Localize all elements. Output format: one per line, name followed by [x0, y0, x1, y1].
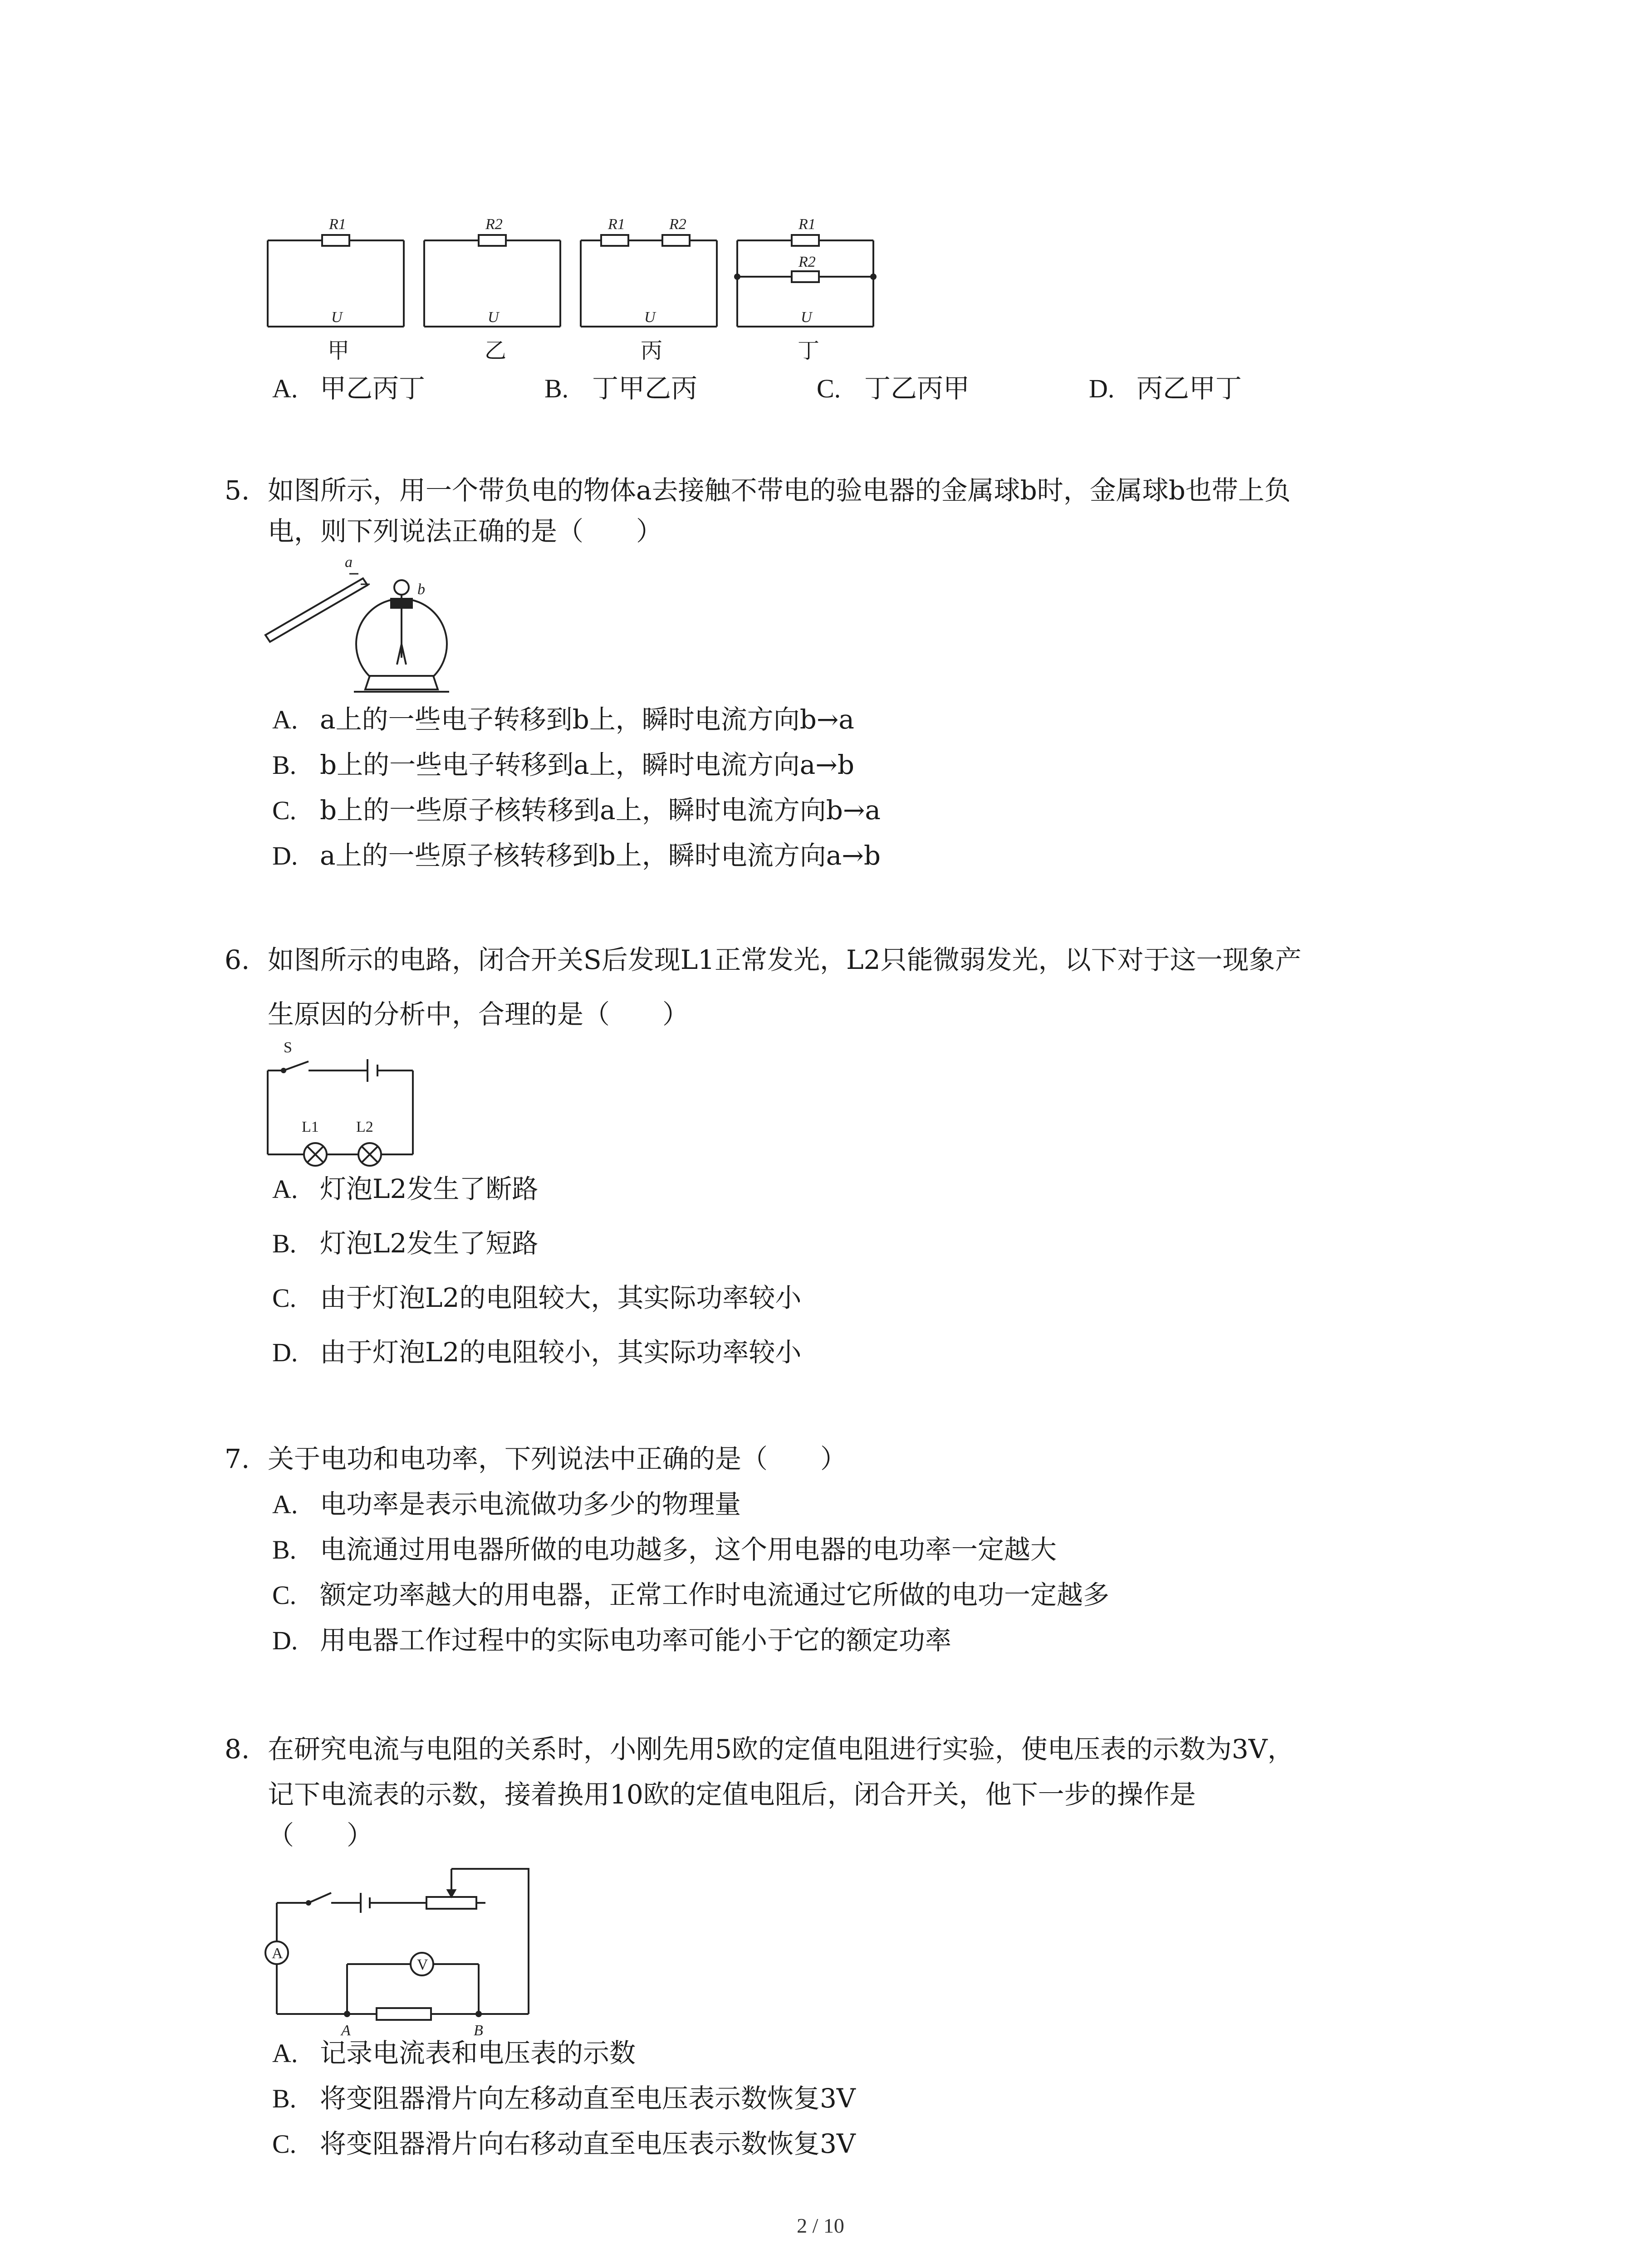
q5-ball-label: b — [417, 581, 425, 598]
q5-rod-label: a — [345, 554, 353, 571]
q7-option-a[interactable]: A. 电功率是表示电流做功多少的物理量 — [272, 1489, 741, 1520]
q8-ammeter-label: A — [272, 1945, 283, 1962]
q8-point-a-label: A — [341, 2022, 351, 2039]
q6-option-d[interactable]: D. 由于灯泡L2的电阻较小，其实际功率较小 — [272, 1337, 802, 1368]
q7-option-b[interactable]: B. 电流通过用电器所做的电功越多，这个用电器的电功率一定越大 — [272, 1534, 1057, 1565]
q6-stem-line2: 生原因的分析中，合理的是（ ） — [268, 999, 689, 1030]
q4-caption: 丙 — [641, 338, 663, 363]
q4-circuits-figure — [254, 213, 907, 336]
q6-option-c[interactable]: C. 由于灯泡L2的电阻较大，其实际功率较小 — [272, 1282, 802, 1313]
q6-option-a[interactable]: A. 灯泡L2发生了断路 — [272, 1173, 539, 1204]
q4-caption: 甲 — [328, 338, 350, 363]
q4-option-c[interactable]: C. 丁乙丙甲 — [817, 373, 970, 404]
q7-stem: 7. 关于电功和电功率，下列说法中正确的是（ ） — [225, 1443, 847, 1474]
q8-option-b[interactable]: B. 将变阻器滑片向左移动直至电压表示数恢复3V — [272, 2083, 856, 2114]
q4-u-label: U — [331, 309, 343, 326]
q4-r-label: R1 — [329, 216, 346, 233]
q4-option-b[interactable]: B. 丁甲乙丙 — [544, 373, 698, 404]
q7-option-c[interactable]: C. 额定功率越大的用电器，正常工作时电流通过它所做的电功一定越多 — [272, 1579, 1110, 1610]
q5-stem-line1: 5. 如图所示，用一个带负电的物体a去接触不带电的验电器的金属球b时，金属球b也带上负 — [225, 475, 1291, 506]
q8-point-b-label: B — [474, 2022, 483, 2039]
q6-lamp1-label: L1 — [302, 1119, 319, 1135]
q4-option-a[interactable]: A. 甲乙丙丁 — [272, 373, 426, 404]
q6-switch-label: S — [284, 1039, 292, 1056]
q5-option-b[interactable]: B. b上的一些电子转移到a上，瞬时电流方向a→b — [272, 749, 855, 780]
q8-circuit-figure — [259, 1857, 540, 2039]
q6-stem-line1: 6. 如图所示的电路，闭合开关S后发现L1正常发光，L2只能微弱发光，以下对于这一现象产 — [225, 944, 1302, 975]
q4-r-label: R2 — [798, 254, 816, 270]
q8-option-a[interactable]: A. 记录电流表和电压表的示数 — [272, 2038, 636, 2068]
q8-voltmeter-label: V — [417, 1956, 428, 1973]
q4-r-label: R2 — [485, 216, 503, 233]
q4-r-label: R1 — [608, 216, 625, 233]
q6-lamp2-label: L2 — [356, 1119, 373, 1135]
q8-stem-line2: 记下电流表的示数，接着换用10欧的定值电阻后，闭合开关，他下一步的操作是 — [268, 1779, 1196, 1810]
q6-circuit-figure — [259, 1036, 422, 1173]
q6-option-b[interactable]: B. 灯泡L2发生了短路 — [272, 1228, 539, 1259]
q4-u-label: U — [801, 309, 812, 326]
q5-electroscope-figure — [263, 553, 454, 708]
q4-caption: 乙 — [485, 338, 507, 363]
q4-r-label: R1 — [798, 216, 816, 233]
page-number: 2 / 10 — [797, 2214, 844, 2237]
q4-r-label: R2 — [669, 216, 686, 233]
q4-u-label: U — [644, 309, 656, 326]
q8-option-c[interactable]: C. 将变阻器滑片向右移动直至电压表示数恢复3V — [272, 2128, 856, 2159]
q4-option-d[interactable]: D. 丙乙甲丁 — [1089, 373, 1242, 404]
q5-option-a[interactable]: A. a上的一些电子转移到b上，瞬时电流方向b→a — [272, 704, 855, 735]
q5-stem-line2: 电，则下列说法正确的是（ ） — [268, 516, 663, 547]
q5-option-c[interactable]: C. b上的一些原子核转移到a上，瞬时电流方向b→a — [272, 795, 881, 826]
q5-option-d[interactable]: D. a上的一些原子核转移到b上，瞬时电流方向a→b — [272, 840, 881, 871]
q4-u-label: U — [488, 309, 499, 326]
q7-option-d[interactable]: D. 用电器工作过程中的实际电功率可能小于它的额定功率 — [272, 1625, 952, 1656]
q4-caption: 丁 — [798, 338, 820, 363]
q8-stem-line1: 8. 在研究电流与电阻的关系时，小刚先用5欧的定值电阻进行实验，使电压表的示数为3V， — [225, 1734, 1294, 1765]
q8-stem-line3: （ ） — [268, 1820, 373, 1851]
